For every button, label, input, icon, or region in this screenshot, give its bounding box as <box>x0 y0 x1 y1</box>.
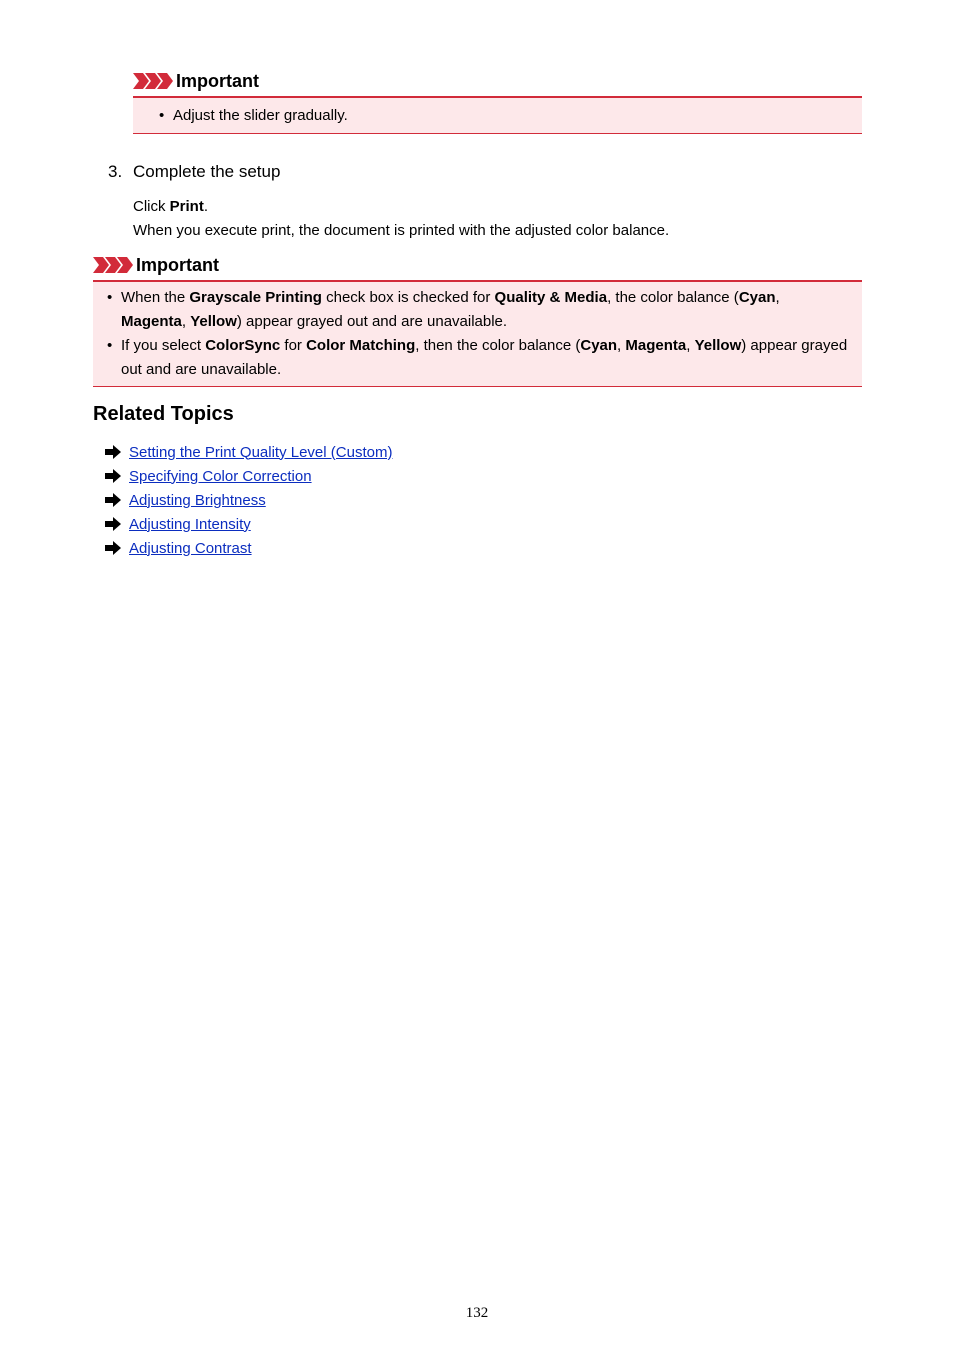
important-item: • Adjust the slider gradually. <box>159 104 862 128</box>
important-chevron-icon <box>133 73 173 89</box>
right-arrow-icon <box>105 541 121 555</box>
right-arrow-icon <box>105 445 121 459</box>
link-adjusting-intensity[interactable]: Adjusting Intensity <box>129 515 251 533</box>
step-title: Complete the setup <box>133 162 281 181</box>
related-topics-heading: Related Topics <box>93 403 234 425</box>
important-title: Important <box>136 255 219 275</box>
step-number: 3. <box>108 162 123 181</box>
related-link-item <box>105 464 392 488</box>
important-header-top <box>133 70 259 92</box>
print-button-label: Print <box>169 198 204 215</box>
link-print-quality-custom[interactable]: Setting the Print Quality Level (Custom) <box>129 443 393 461</box>
important-box-top <box>133 96 862 134</box>
related-link-item <box>105 440 392 464</box>
related-link-item <box>105 512 392 536</box>
step-click-instruction: Click Print. <box>133 198 209 215</box>
step-description: When you execute print, the document is printed with the adjusted color balance. <box>133 222 670 239</box>
page-number: 132 <box>465 1305 489 1321</box>
bullet-icon: • <box>107 337 113 354</box>
right-arrow-icon <box>105 493 121 507</box>
important-item: • If you select ColorSync for Color Matching, then the color balance (Cyan, Magenta, Yellow) appear grayed out and are unavailable. <box>107 334 848 382</box>
important-header-main <box>93 254 219 276</box>
important-item: • When the Grayscale Printing check box is checked for Quality & Media, the color balance (Cyan, Magenta, Yellow) appear grayed out and are unavailable. <box>107 286 848 334</box>
important-title: Important <box>176 71 259 91</box>
bullet-icon: • <box>159 107 165 124</box>
link-adjusting-contrast[interactable]: Adjusting Contrast <box>129 539 252 557</box>
related-link-item <box>105 536 392 560</box>
related-links-list <box>105 440 392 560</box>
right-arrow-icon <box>105 517 121 531</box>
link-adjusting-brightness[interactable]: Adjusting Brightness <box>129 491 266 509</box>
important-chevron-icon <box>93 257 133 273</box>
bullet-icon: • <box>107 289 113 306</box>
right-arrow-icon <box>105 469 121 483</box>
related-link-item <box>105 488 392 512</box>
important-box-main <box>93 280 862 387</box>
link-color-correction[interactable]: Specifying Color Correction <box>129 467 312 485</box>
